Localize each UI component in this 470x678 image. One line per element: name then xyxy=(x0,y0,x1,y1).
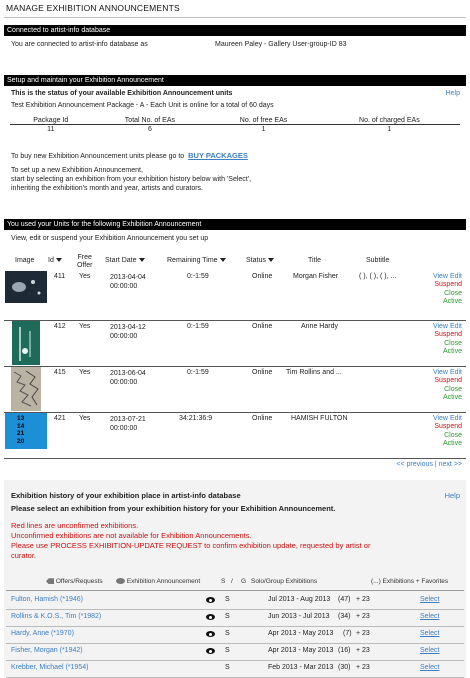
legend-offers-label: Offers/Requests xyxy=(55,578,103,585)
buy-text xyxy=(11,151,248,160)
ea-actions xyxy=(433,323,462,357)
ea-id: 411 xyxy=(54,273,66,280)
setup-line-2: start by selecting an exhibition from your exhibition history below with 'Select', xyxy=(11,176,252,183)
header-id[interactable] xyxy=(48,257,62,264)
history-help-link[interactable]: Help xyxy=(444,491,460,500)
ea-free: Yes xyxy=(79,369,91,376)
used-units-bar: You used your Units for the following Exhibition Announcement xyxy=(4,219,466,230)
select-link[interactable]: Select xyxy=(420,647,440,654)
header-subtitle: Subtitle xyxy=(366,257,390,264)
close-link[interactable]: Close xyxy=(444,289,462,297)
favorites-count: + 23 xyxy=(356,630,370,637)
exhibition-count: (30) xyxy=(338,664,351,671)
favorites-count: + 23 xyxy=(356,613,370,620)
header-status[interactable] xyxy=(246,257,274,264)
ea-start-date: 2013-06-04 xyxy=(110,370,146,377)
close-link[interactable]: Close xyxy=(444,385,462,393)
buy-packages-link[interactable]: BUY PACKAGES xyxy=(188,151,248,160)
thumb-text: 14 xyxy=(17,422,25,430)
solo-group-marker: S xyxy=(225,664,230,671)
ea-title: Tim Rollins and ... xyxy=(286,369,342,376)
connected-text: You are connected to artist-info database as xyxy=(11,41,148,48)
pagination[interactable]: << previous | next >> xyxy=(396,461,462,468)
history-row xyxy=(6,626,464,644)
ea-start-time: 00:00:00 xyxy=(110,333,138,340)
used-units-subtitle: View, edit or suspend your Exhibition Announcement you set up xyxy=(11,235,209,242)
ea-thumbnail[interactable] xyxy=(11,367,41,411)
setup-line-3: inheriting the exhibition's month and year, artists and curators. xyxy=(11,185,203,192)
sort-arrow-icon xyxy=(268,258,274,262)
solo-group-marker: S xyxy=(225,596,230,603)
legend-solo-group: Solo/Group Exhibitions xyxy=(251,578,318,585)
sort-arrow-icon xyxy=(139,258,145,262)
red-note-2: Unconfirmed exhibitions are not available for Exhibition Announcements. xyxy=(11,531,252,540)
legend-offers xyxy=(46,578,103,585)
exhibition-count: (34) xyxy=(338,613,351,620)
close-link[interactable]: Close xyxy=(444,431,462,439)
view-link[interactable]: View xyxy=(432,415,448,422)
ea-thumbnail[interactable] xyxy=(5,413,47,449)
active-link[interactable]: Active xyxy=(442,348,462,356)
exhibition-count: (16) xyxy=(338,647,351,654)
select-link[interactable]: Select xyxy=(420,613,440,620)
ea-start-date: 2013-04-12 xyxy=(110,324,146,331)
artist-link[interactable]: Hardy, Anne (*1970) xyxy=(11,630,74,637)
exhibition-dates: Feb 2013 - Mar 2013 xyxy=(268,664,334,671)
ea-free: Yes xyxy=(79,273,91,280)
favorites-count: + 23 xyxy=(356,664,370,671)
view-link[interactable]: View xyxy=(432,369,448,376)
charged-eas-value: 1 xyxy=(319,125,460,135)
units-status-heading: This is the status of your available Exhibition Announcement units xyxy=(11,90,233,97)
header-start-date[interactable] xyxy=(105,257,145,264)
select-link[interactable]: Select xyxy=(420,596,440,603)
ea-start xyxy=(110,415,146,433)
eye-icon xyxy=(116,578,125,584)
col-total-eas: Total No. of EAs xyxy=(124,117,175,124)
col-charged-eas: No. of charged EAs xyxy=(359,117,420,124)
ea-status: Online xyxy=(252,415,273,422)
ea-row xyxy=(4,412,466,459)
tag-icon xyxy=(46,578,54,584)
connected-user: Maureen Paley - Gallery User-group-ID 83 xyxy=(215,41,347,48)
col-free-eas: No. of free EAs xyxy=(239,117,288,124)
suspend-link[interactable]: Suspend xyxy=(434,377,462,385)
ea-start xyxy=(110,369,146,387)
header-remaining-label: Remaining Time xyxy=(167,257,218,264)
edit-link[interactable]: Edit xyxy=(449,369,462,376)
eye-icon[interactable] xyxy=(206,597,215,605)
artist-link[interactable]: Fisher, Morgan (*1942) xyxy=(11,647,83,654)
legend-favorites: (...) Exhibitions + Favorites xyxy=(371,578,449,585)
solo-group-marker: S xyxy=(225,647,230,654)
history-row xyxy=(6,609,464,627)
ea-title: HAMISH FULTON xyxy=(291,415,348,422)
thumb-text: 21 xyxy=(17,430,25,437)
package-id-value: 11 xyxy=(10,125,92,135)
ea-actions xyxy=(433,415,462,449)
select-link[interactable]: Select xyxy=(420,664,440,671)
view-link[interactable]: View xyxy=(432,323,448,330)
history-row xyxy=(6,592,464,610)
eye-icon[interactable] xyxy=(206,614,215,622)
free-eas-value: 1 xyxy=(208,125,318,135)
sort-arrow-icon xyxy=(220,258,226,262)
suspend-link[interactable]: Suspend xyxy=(434,331,462,339)
header-title: Title xyxy=(308,257,321,264)
exhibition-count: (47) xyxy=(338,596,351,603)
ea-subtitle: ( ), ( ), ( ), ... xyxy=(359,273,397,280)
ea-title: Anne Hardy xyxy=(301,323,338,330)
ea-start-time: 00:00:00 xyxy=(110,379,138,386)
total-eas-value: 6 xyxy=(92,125,209,135)
solo-group-marker: S xyxy=(225,630,230,637)
ea-thumbnail[interactable] xyxy=(5,271,47,303)
thumb-text: 13 xyxy=(17,415,25,422)
ea-start-time: 00:00:00 xyxy=(110,283,138,290)
ea-row xyxy=(4,320,466,367)
header-free-offer xyxy=(77,254,92,270)
suspend-link[interactable]: Suspend xyxy=(434,423,462,431)
header-free: Free xyxy=(77,254,92,261)
ea-title: Morgan Fisher xyxy=(293,273,339,280)
setup-bar: Setup and maintain your Exhibition Announcement xyxy=(4,75,466,86)
exhibition-dates: Jun 2013 - Jul 2013 xyxy=(268,613,330,620)
history-instruction: Please select an exhibition from your exhibition history for your Exhibition Announcement. xyxy=(11,504,336,513)
col-package-id: Package Id xyxy=(33,117,69,124)
history-row xyxy=(6,660,464,678)
legend-g: G xyxy=(241,578,247,585)
ea-start-date: 2013-07-21 xyxy=(110,416,146,423)
ea-status: Online xyxy=(252,323,273,330)
artist-link[interactable]: Rollins & K.O.S., Tim (*1982) xyxy=(11,613,102,620)
exhibition-count: (7) xyxy=(343,630,352,637)
eye-icon[interactable] xyxy=(206,648,215,656)
ea-status: Online xyxy=(252,273,273,280)
artist-link[interactable]: Fulton, Hamish (*1946) xyxy=(11,596,83,603)
edit-link[interactable]: Edit xyxy=(449,323,462,330)
ea-actions xyxy=(433,369,462,403)
thumb-text: 20 xyxy=(17,437,25,445)
connected-bar: Connected to artist-info database xyxy=(4,25,466,36)
close-link[interactable]: Close xyxy=(444,339,462,347)
buy-text-label: To buy new Exhibition Announcement units please go to xyxy=(11,153,185,160)
header-remaining-time[interactable] xyxy=(167,257,226,264)
history-row xyxy=(6,643,464,661)
ea-start xyxy=(110,273,146,291)
exhibition-dates: Apr 2013 - May 2013 xyxy=(268,647,334,654)
ea-free: Yes xyxy=(79,323,91,330)
active-link[interactable]: Active xyxy=(442,298,462,306)
header-offer: Offer xyxy=(77,262,93,269)
legend-s: S xyxy=(221,578,226,585)
page-title: MANAGE EXHIBITION ANNOUNCEMENTS xyxy=(6,3,180,13)
setup-line-1: To set up a new Exhibition Announcement, xyxy=(11,167,143,174)
exhibition-dates: Jul 2013 - Aug 2013 xyxy=(268,596,331,603)
ea-row xyxy=(4,270,466,321)
ea-remaining: 34:21:36:9 xyxy=(179,415,213,422)
ea-id: 412 xyxy=(54,323,66,330)
legend-ea-label: Exhibition Announcement xyxy=(126,578,201,585)
ea-status: Online xyxy=(252,369,273,376)
ea-remaining: 0:-1:59 xyxy=(187,273,209,280)
header-image: Image xyxy=(15,257,35,264)
sort-arrow-icon xyxy=(56,258,62,262)
view-link[interactable]: View xyxy=(432,273,448,280)
header-id-label: Id xyxy=(48,257,54,264)
legend-slash: / xyxy=(231,578,233,585)
title-divider xyxy=(4,17,466,18)
legend-divider xyxy=(6,590,464,591)
active-link[interactable]: Active xyxy=(442,440,462,448)
ea-remaining: 0:-1:59 xyxy=(187,323,209,330)
red-note-1: Red lines are unconfirmed exhibitions. xyxy=(11,521,139,530)
history-heading: Exhibition history of your exhibition place in artist-info database xyxy=(11,491,241,500)
ea-id: 421 xyxy=(54,415,66,422)
favorites-count: + 23 xyxy=(356,596,370,603)
exhibition-dates: Apr 2013 - May 2013 xyxy=(268,630,334,637)
ea-start-time: 00:00:00 xyxy=(110,425,138,432)
red-note-3: Please use PROCESS EXHIBITION-UPDATE REQUEST to confirm exhibition update, requested by artist or xyxy=(11,541,371,550)
ea-row xyxy=(4,366,466,413)
red-note-4: curator. xyxy=(11,551,37,560)
ea-remaining: 0:-1:59 xyxy=(187,369,209,376)
favorites-count: + 23 xyxy=(356,647,370,654)
ea-free: Yes xyxy=(79,415,91,422)
active-link[interactable]: Active xyxy=(442,394,462,402)
edit-link[interactable]: Edit xyxy=(449,415,462,422)
artist-link[interactable]: Krebber, Michael (*1954) xyxy=(11,664,89,671)
ea-thumbnail[interactable] xyxy=(12,321,40,365)
legend-ea xyxy=(116,578,200,585)
select-link[interactable]: Select xyxy=(420,630,440,637)
ea-actions xyxy=(433,273,462,307)
package-line: Test Exhibition Announcement Package - A - Each Unit is online for a total of 60 days xyxy=(11,102,274,109)
ea-id: 415 xyxy=(54,369,66,376)
units-table xyxy=(10,116,460,134)
header-status-label: Status xyxy=(246,257,266,264)
header-start-date-label: Start Date xyxy=(105,257,137,264)
edit-link[interactable]: Edit xyxy=(449,273,462,280)
solo-group-marker: S xyxy=(225,613,230,620)
setup-help-link[interactable]: Help xyxy=(445,90,460,97)
suspend-link[interactable]: Suspend xyxy=(434,281,462,289)
ea-start xyxy=(110,323,146,341)
eye-icon[interactable] xyxy=(206,631,215,639)
ea-start-date: 2013-04-04 xyxy=(110,274,146,281)
